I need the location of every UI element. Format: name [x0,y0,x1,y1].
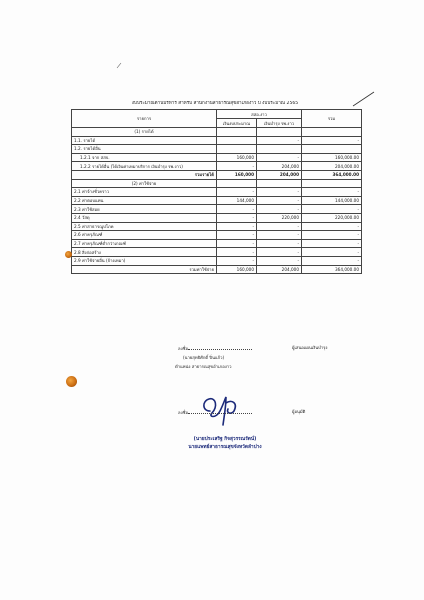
expense-value-budget: - [217,188,257,197]
income-value-total: 204,000.00 [302,162,362,171]
expense-total-label: รวมค่าใช้จ่าย [72,265,217,274]
header-group: สสอ.งาว [217,110,302,119]
expense-value-budget: - [217,213,257,222]
income-row [72,136,362,145]
document-title: งบประมาณด้านบริหาร สำหรับ สำนักงานสาธารณสุขอำเภองาว ปี งบประมาณ 2565 [131,101,299,106]
income-total-sum: 364,000.00 [302,170,362,179]
expense-value-total: - [302,239,362,248]
income-label: 1.2.1 จาก สสจ. [72,153,217,162]
expense-value-total: 144,000.00 [302,196,362,205]
punch-hole-bottom [66,376,77,387]
approver-sign-line [178,409,252,415]
income-row [72,162,362,171]
expense-section-label: (2) ค่าใช้จ่าย [72,179,217,188]
approver-position: นายแพทย์สาธารณสุขจังหวัดลำปาง [188,445,262,450]
income-label: 1.2.2 รายได้อื่น (ได้เงินค่าเหมาบริการ เงินบำรุง รพ.งาว) [72,162,217,171]
income-value-maintenance: - [257,153,302,162]
pen-mark-right [352,90,376,110]
approver-sign-prefix: ลงชื่อ [178,410,188,415]
expense-value-budget: - [217,205,257,214]
income-value-maintenance [257,145,302,154]
income-value-total: 160,000.00 [302,153,362,162]
expense-value-maintenance: - [257,205,302,214]
pen-mark [115,60,125,70]
header-budget: เงินงบประมาณ [217,119,257,128]
expense-row [72,213,362,222]
expense-value-maintenance: - [257,188,302,197]
preparer-sign-prefix: ลงชื่อ [178,346,188,351]
expense-value-maintenance: - [257,239,302,248]
expense-value-maintenance: 220,000 [257,213,302,222]
expense-value-total: - [302,222,362,231]
expense-value-budget: - [217,239,257,248]
expense-row [72,248,362,257]
preparer-sign-line [178,345,252,351]
header-item: รายการ [72,110,217,128]
expense-value-budget: - [217,222,257,231]
preparer-position: ตำแหน่ง สาธารณสุขอำเภองาว [175,364,232,369]
income-row [72,145,362,154]
expense-label: 2.9 ค่าใช้จ่ายอื่น (จ้างเหมา) [72,256,217,265]
approver-role: ผู้อนุมัติ [292,409,306,414]
expense-label: 2.1 ค่าจ้างชั่วคราว [72,188,217,197]
income-value-budget: 160,000 [217,153,257,162]
approver-name: (นายประเสริฐ กิจสุวรรณรัตน์) [193,437,257,442]
expense-value-maintenance: - [257,196,302,205]
income-total-v2: 204,000 [257,170,302,179]
income-value-maintenance: 204,000 [257,162,302,171]
preparer-role: ผู้เสนอแผนเงินบำรุง [292,345,328,350]
preparer-name: (นายสุทธิศักดิ์ ปิ่นแก้ว) [183,355,225,360]
expense-row [72,188,362,197]
income-total-v1: 160,000 [217,170,257,179]
income-value-total [302,145,362,154]
expense-label: 2.5 ค่าสาธารณูปโภค [72,222,217,231]
expense-value-total: - [302,188,362,197]
header-maintenance: เงินบำรุง รพ.งาว [257,119,302,128]
expense-value-total: - [302,231,362,240]
expense-label: 2.8 สิ่งก่อสร้าง [72,248,217,257]
income-value-maintenance: - [257,136,302,145]
income-value-budget: - [217,162,257,171]
expense-value-budget: 144,000 [217,196,257,205]
expense-row [72,205,362,214]
expense-label: 2.6 ค่าครุภัณฑ์ [72,231,217,240]
expense-value-total: - [302,205,362,214]
punch-hole-top [65,251,72,258]
expense-row [72,239,362,248]
expense-label: 2.2 ค่าตอบแทน [72,196,217,205]
expense-value-total: 220,000.00 [302,213,362,222]
income-row [72,153,362,162]
income-section-label: (1) รายได้ [72,128,217,137]
expense-total-v1: 160,000 [217,265,257,274]
budget-table [71,109,362,274]
expense-value-budget: - [217,248,257,257]
expense-value-total: - [302,256,362,265]
income-value-total: - [302,136,362,145]
expense-value-maintenance: - [257,222,302,231]
income-label: 1.1. รายได้ [72,136,217,145]
expense-label: 2.3 ค่าใช้สอย [72,205,217,214]
expense-row [72,196,362,205]
expense-value-maintenance: - [257,248,302,257]
expense-value-maintenance: - [257,231,302,240]
expense-value-total: - [302,248,362,257]
expense-row [72,231,362,240]
income-value-budget [217,136,257,145]
expense-row [72,222,362,231]
income-total-label: รวมรายได้ [72,170,217,179]
expense-value-maintenance: - [257,256,302,265]
expense-row [72,256,362,265]
expense-total-v2: 204,000 [257,265,302,274]
income-value-budget [217,145,257,154]
expense-label: 2.4 วัสดุ [72,213,217,222]
expense-total-sum: 364,000.00 [302,265,362,274]
expense-label: 2.7 ค่าครุภัณฑ์ต่ำกว่าเกณฑ์ [72,239,217,248]
header-total: รวม [302,110,362,128]
expense-value-budget: - [217,231,257,240]
expense-value-budget: - [217,256,257,265]
income-label: 1.2. รายได้อื่น [72,145,217,154]
